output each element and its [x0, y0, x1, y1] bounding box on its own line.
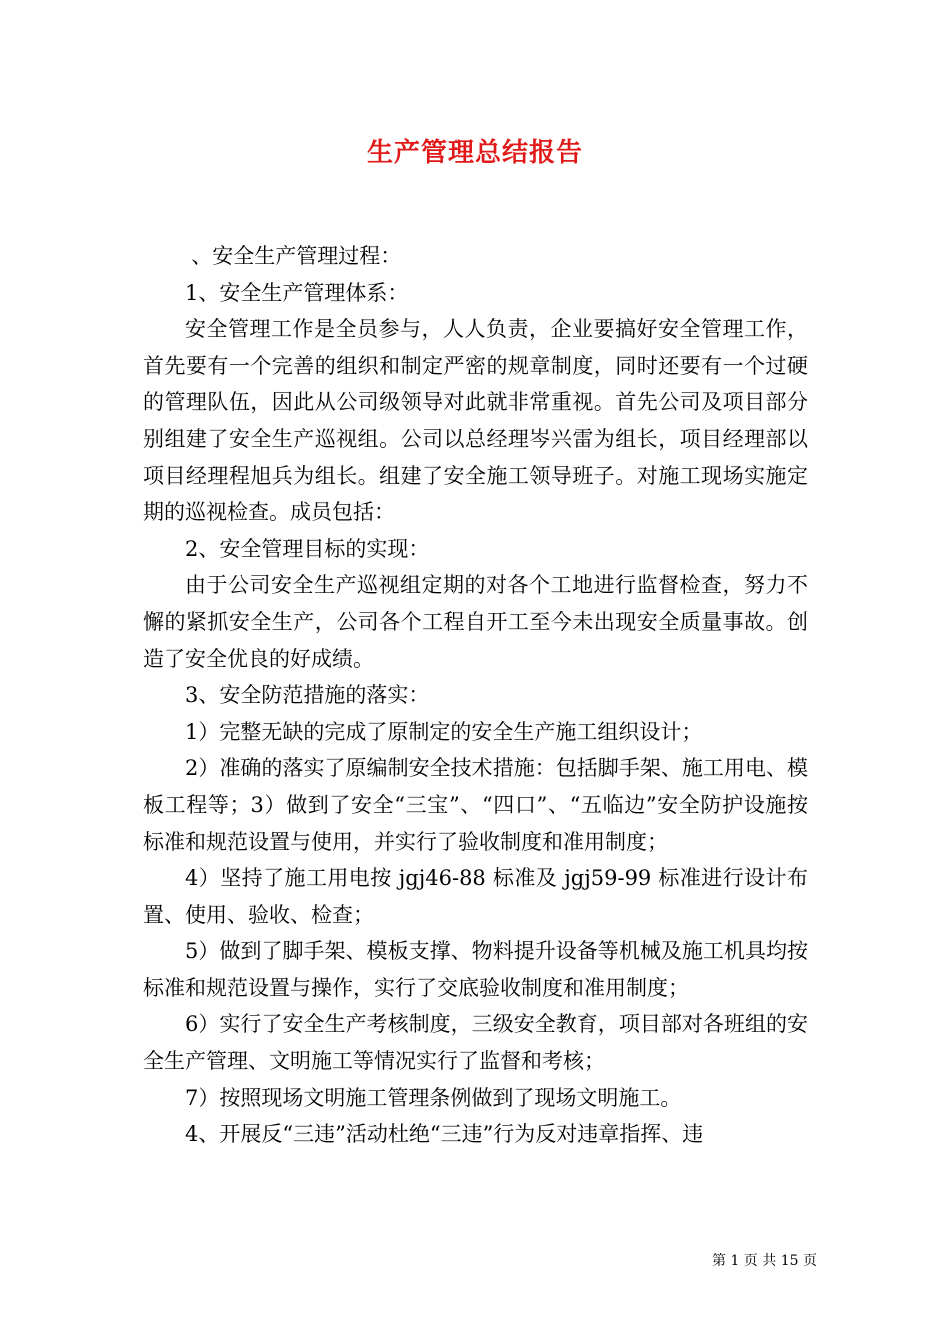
list-item: 5）做到了脚手架、模板支撑、物料提升设备等机械及施工机具均按标准和规范设置与操作，实行了交底验收制度和准用制度；	[143, 939, 808, 1000]
list-item: 6）实行了安全生产考核制度，三级安全教育，项目部对各班组的安全生产管理、文明施工等情况实行了监督和考核；	[143, 1012, 808, 1074]
list-item: 2）准确的落实了原编制安全技术措施：包括脚手架、施工用电、模板工程等；3）做到了安全“三宝”、“四口”、“五临边”安全防护设施按标准和规范设置与使用，并实行了验收制度和准用制度；	[143, 756, 808, 854]
subsection-heading: 4、开展反“三违”活动杜绝“三违”行为反对违章指挥、违	[185, 1122, 704, 1147]
list-item: 7）按照现场文明施工管理条例做到了现场文明施工。	[185, 1085, 682, 1110]
body-paragraph: 由于公司安全生产巡视组定期的对各个工地进行监督检查，努力不懈的紧抓安全生产，公司各个工程自开工至今未出现安全质量事故。创造了安全优良的好成绩。	[143, 573, 808, 671]
subsection-heading: 3、安全防范措施的落实：	[185, 683, 430, 708]
subsection-heading: 1、安全生产管理体系：	[185, 280, 409, 305]
list-item: 1）完整无缺的完成了原制定的安全生产施工组织设计；	[185, 719, 703, 744]
document-title: 生产管理总结报告	[366, 138, 583, 168]
list-item: 4）坚持了施工用电按 jgj46-88 标准及 jgj59-99 标准进行设计布置、使用、验收、检查；	[143, 866, 808, 927]
subsection-heading: 2、安全管理目标的实现：	[185, 536, 430, 561]
section-heading: 、安全生产管理过程：	[191, 244, 402, 268]
body-paragraph: 安全管理工作是全员参与，人人负责，企业要搞好安全管理工作，首先要有一个完善的组织和制定严密的规章制度，同时还要有一个过硬的管理队伍，因此从公司级领导对此就非常重视。首先公司及项目部分别组建了安全生产巡视组。公司以总经理岑兴雷为组长，项目经理部以项目经理程旭兵为组长。组建了安全施工领导班子。对施工现场实施定期的巡视检查。成员包括：	[143, 317, 808, 525]
page-number: 第 1 页 共 15 页	[712, 1253, 817, 1269]
document-body	[143, 238, 808, 1153]
